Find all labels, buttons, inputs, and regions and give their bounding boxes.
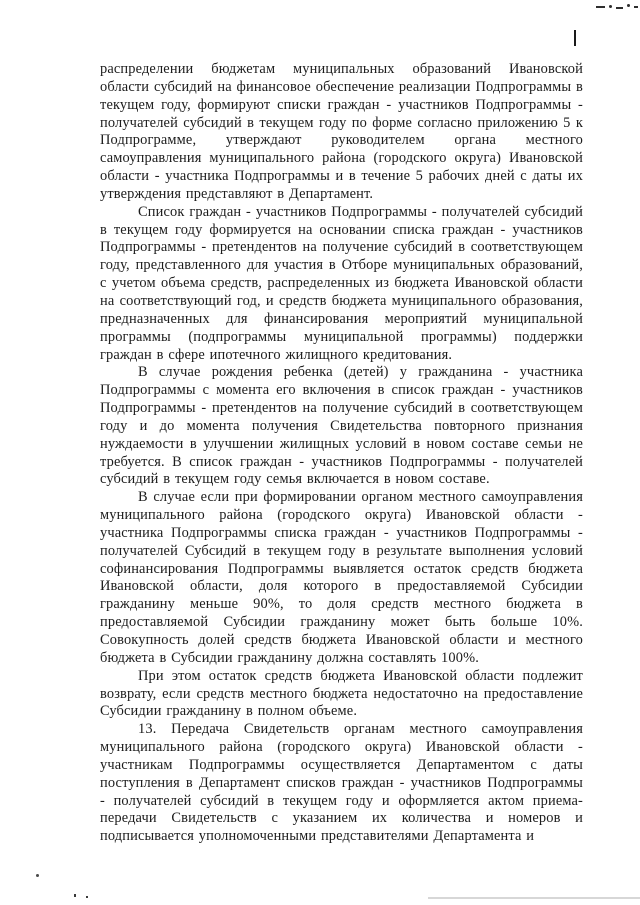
scan-artifact-bottom-line — [428, 897, 640, 899]
paragraph-list-formation: Список граждан - участников Подпрограммы - получателей субсидий в текущем году формируется на основании списка граждан - участников Подпрограммы - претендентов на получение субсидий в соответствующем году, представленного для участия в Отборе муниципальных образований, с учетом объема средств, распределенных из бюджета Ивановской области на соответствующий год, и средств бюджета муниципального образования, предназначенных для финансирования мероприятий муниципальной программы (подпрограммы муниципальной программы) поддержки граждан в сфере ипотечного жилищного кредитования. — [100, 203, 583, 363]
paragraph-continuation: распределении бюджетам муниципальных образований Ивановской области субсидий на финансовое обеспечение реализации Подпрограммы в текущем году, формируют списки граждан - участников Подпрограммы - получателей субсидий в текущем году по форме согласно приложению 5 к Подпрограмме, утверждают руководителем органа местного самоуправления муниципального района (городского округа) Ивановской области - участника Подпрограммы и в течение 5 рабочих дней с даты их утверждения представляют в Департамент. — [100, 61, 583, 202]
paragraph-child-birth-case: В случае рождения ребенка (детей) у гражданина - участника Подпрограммы с момента его включения в список граждан - участников Подпрограммы - претендентов на получение субсидий в соответствующем году и до момента получения Свидетельства повторного признания нуждаемости в улучшении жилищных условий в новом составе семьи не требуется. В список граждан - участников Подпрограммы - получателей субсидий в текущем году семья включается в новом составе. — [100, 364, 583, 488]
scan-artifact-speck — [86, 896, 88, 898]
scan-speck — [616, 7, 623, 9]
scan-artifact-dot — [36, 874, 39, 877]
paragraph-cofinancing-shares: В случае если при формировании органом местного самоуправления муниципального района (городского округа) Ивановской области - участника Подпрограммы списка граждан - участников Подпрограммы - получателей Субсидий в текущем году в результате выполнения условий софинансирования Подпрограммы выявляется остаток средств бюджета Ивановской области, доля которого в предоставляемой Субсидии гражданину меньше 90%, то доля средств местного бюджета в предоставляемой Субсидии гражданину может быть больше 10%. Совокупность долей средств бюджета Ивановской области и местного бюджета в Субсидии гражданину должна составлять 100%. — [100, 489, 583, 666]
scan-artifact-speck — [74, 894, 76, 897]
paragraph-remainder-return: При этом остаток средств бюджета Ивановской области подлежит возврату, если средств местного бюджета недостаточно на предоставление Субсидии гражданину в полном объеме. — [100, 667, 583, 720]
scan-speck — [596, 6, 605, 8]
scan-artifact-corner-marks — [596, 2, 640, 12]
document-text — [100, 61, 583, 846]
scan-speck — [634, 6, 638, 8]
scan-artifact-edge-line — [574, 30, 576, 46]
scan-speck — [627, 4, 630, 7]
paragraph-item-13-certificates-transfer: 13. Передача Свидетельств органам местного самоуправления муниципального района (городского округа) Ивановской области - участникам Подпрограммы осуществляется Департаментом с даты поступления в Департамент списков граждан - участников Подпрограммы - получателей субсидий в текущем году и оформляется актом приема-передачи Свидетельств с указанием их количества и номеров и подписывается уполномоченными представителями Департамента и — [100, 721, 583, 845]
scan-speck — [609, 5, 612, 8]
